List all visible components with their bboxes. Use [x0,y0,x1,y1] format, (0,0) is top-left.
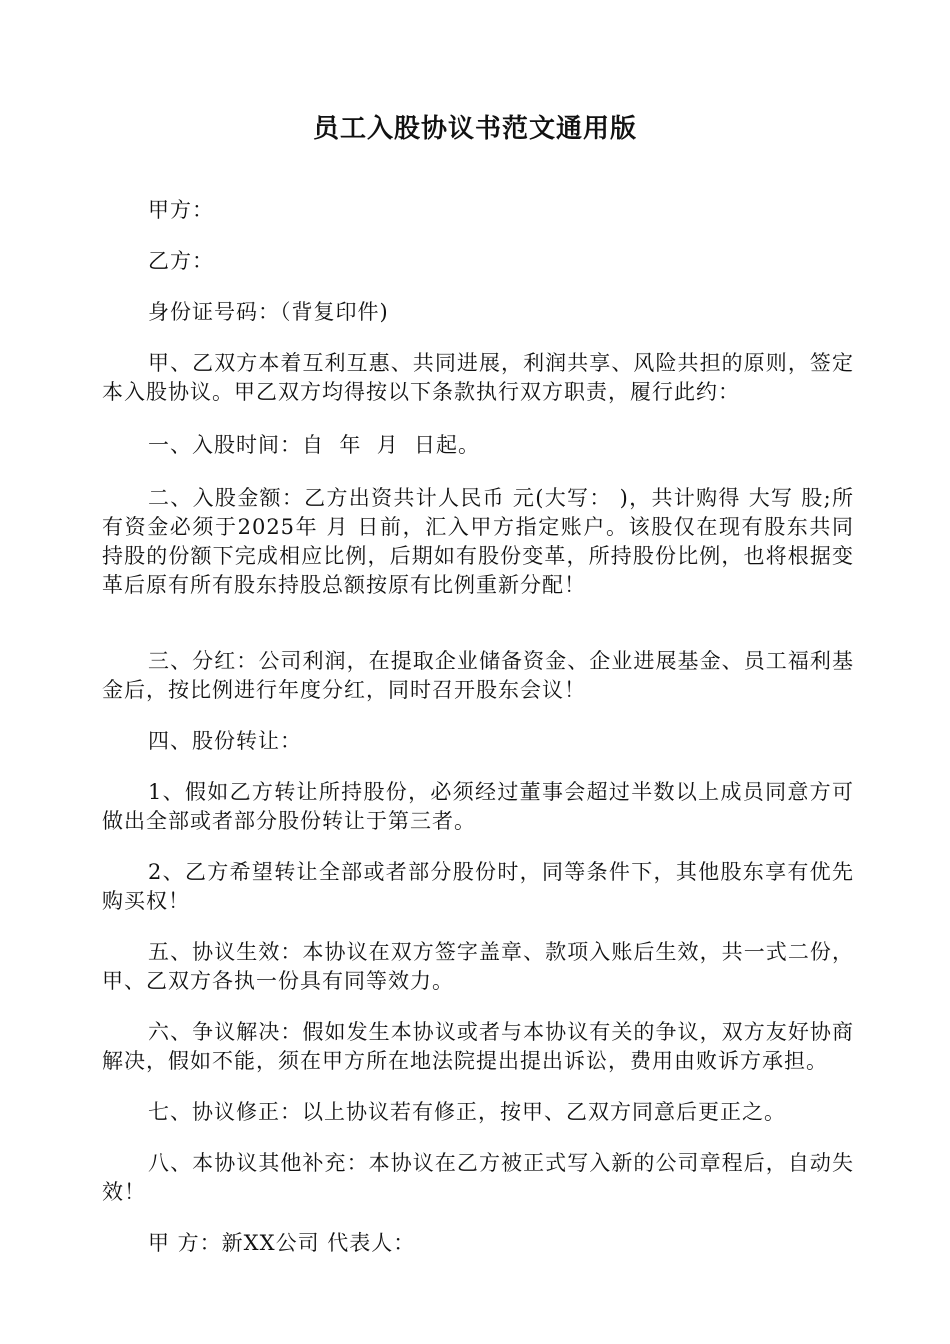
clause-1-paragraph: 一、入股时间：自 年 月 日起。 [148,433,481,457]
clause-8-paragraph: 八、本协议其他补充：本协议在乙方被正式写入新的公司章程后，自动失效！ [102,1151,854,1204]
clause-3-paragraph: 三、分红：公司利润，在提取企业储备资金、企业进展基金、员工福利基金后，按比例进行年度分红，同时召开股东会议！ [102,649,854,702]
preamble-paragraph: 甲、乙双方本着互利互惠、共同进展，利润共享、风险共担的原则，签定本入股协议。甲乙双方均得按以下条款执行双方职责，履行此约： [102,351,854,404]
clause-4-1-paragraph: 1、假如乙方转让所持股份，必须经过董事会超过半数以上成员同意方可做出全部或者部分股份转让于第三者。 [102,780,854,833]
clause-2-paragraph: 二、入股金额：乙方出资共计人民币 元(大写： )，共计购得 大写 股;所有资金必须于2025年 月 日前，汇入甲方指定账户。该股仅在现有股东共同持股的份额下完成相应比例，后期如有股份变革，所持股份比例，也将根据变革后原有所有股东持股总额按原有比例重新分配！ [102,486,854,597]
clause-5-paragraph: 五、协议生效：本协议在双方签字盖章、款项入账后生效，共一式二份，甲、乙双方各执一份具有同等效力。 [102,940,854,993]
document-title: 员工入股协议书范文通用版 [312,114,637,144]
clause-6-paragraph: 六、争议解决：假如发生本协议或者与本协议有关的争议，双方友好协商解决，假如不能，须在甲方所在地法院提出提出诉讼，费用由败诉方承担。 [102,1020,854,1073]
party-b-line: 乙方： [148,249,214,273]
clause-4-2-paragraph: 2、乙方希望转让全部或者部分股份时，同等条件下，其他股东享有优先购买权！ [102,860,854,913]
id-number-line: 身份证号码：（背复印件) [148,300,389,324]
clause-7-paragraph: 七、协议修正：以上协议若有修正，按甲、乙双方同意后更正之。 [148,1100,786,1124]
signature-party-a-line: 甲 方：新XX公司 代表人： [148,1231,416,1255]
party-a-line: 甲方： [148,198,214,222]
clause-4-paragraph: 四、股份转让： [148,729,302,753]
document-body [102,196,854,1258]
